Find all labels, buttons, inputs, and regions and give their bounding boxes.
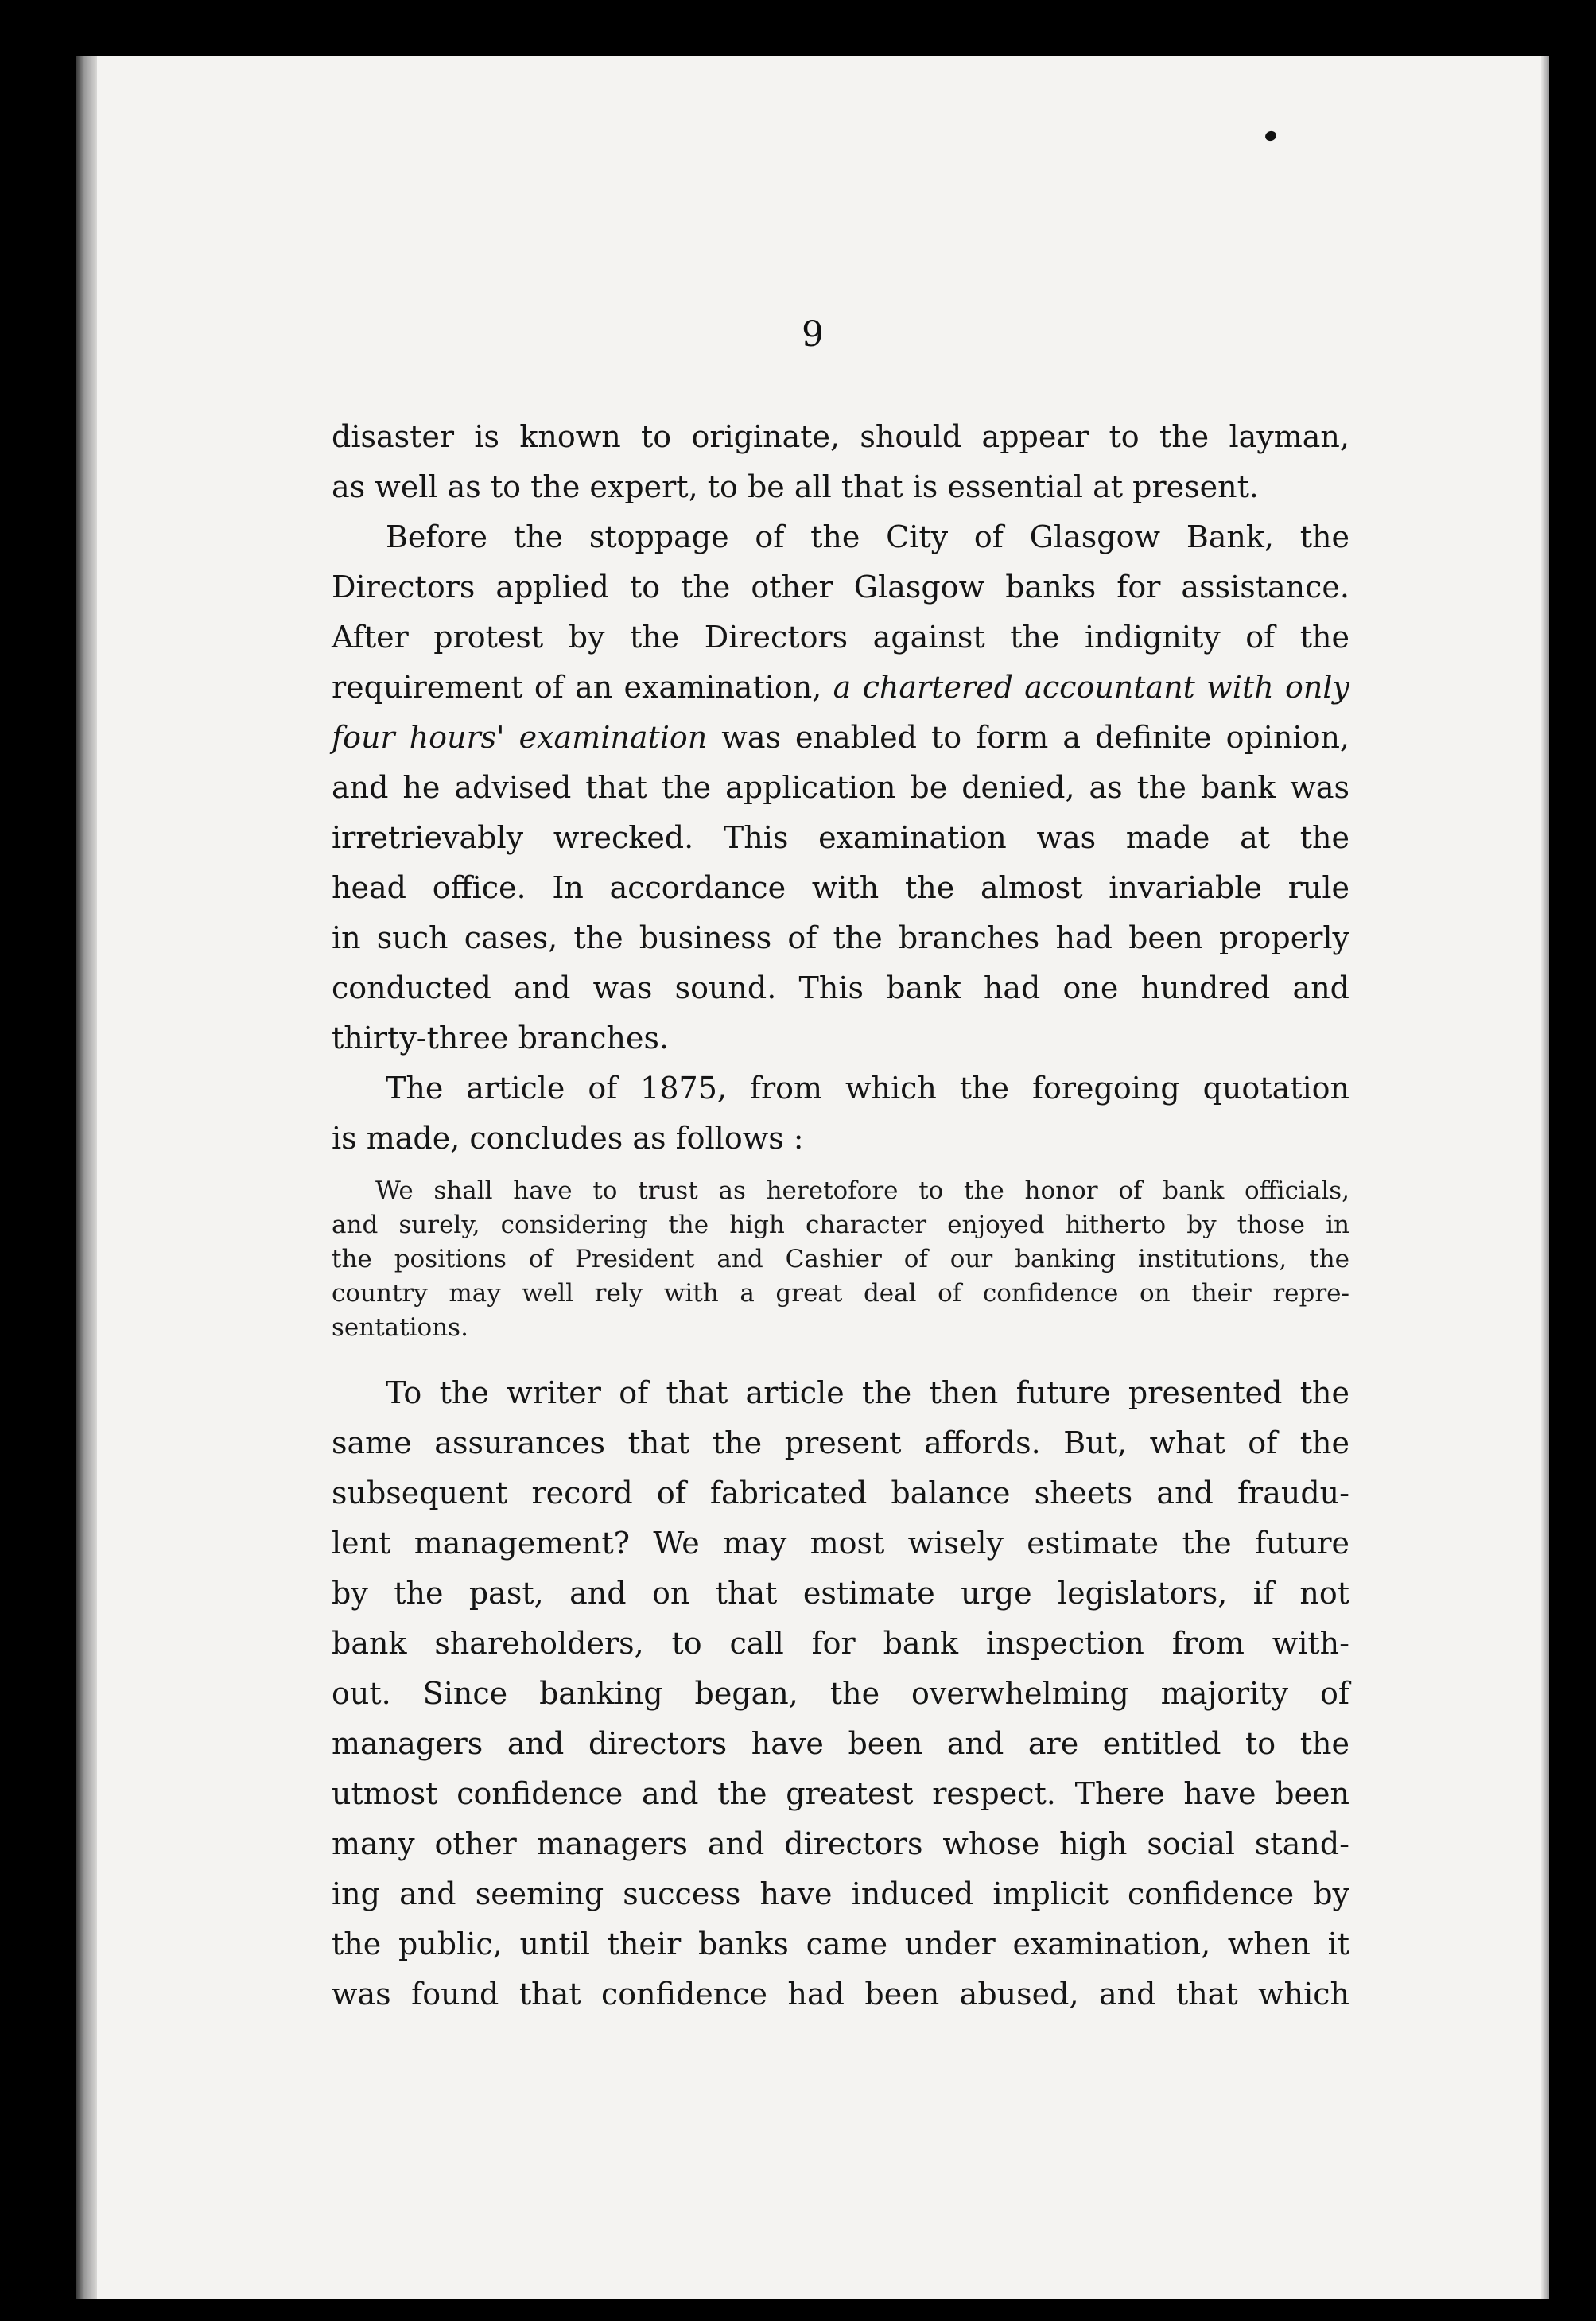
text-line: To the writer of that article the then future presented the: [386, 1375, 1349, 1410]
text-line: thirty-three branches.: [332, 1021, 670, 1056]
scanned-page: [76, 56, 1549, 2299]
text-line-mixed: [332, 713, 1349, 763]
text-line: out. Since banking began, the overwhelming majority of: [332, 1676, 1349, 1711]
text-line: After protest by the Directors against the indignity of the: [332, 620, 1349, 655]
italic-fragment: four hours' examination: [332, 720, 708, 755]
italic-fragment: a chartered accountant with only: [833, 670, 1349, 705]
text-line: many other managers and directors whose high social stand-: [332, 1826, 1349, 1861]
text-line: head office. In accordance with the almost invariable rule: [332, 870, 1349, 905]
page-number: 9: [802, 314, 824, 355]
quote-line: the positions of President and Cashier of our banking institutions, the: [332, 1245, 1349, 1273]
text-line: in such cases, the business of the branches had been properly: [332, 920, 1349, 955]
text-line: lent management? We may most wisely estimate the future: [332, 1526, 1349, 1561]
text-line: is made, concludes as follows :: [332, 1121, 804, 1156]
text-line: and he advised that the application be denied, as the bank was: [332, 770, 1349, 805]
text-line: bank shareholders, to call for bank inspection from with-: [332, 1626, 1349, 1661]
text-line-mixed: [332, 663, 1349, 713]
body-text-upper: [332, 412, 1349, 1164]
text-line: The article of 1875, from which the foregoing quotation: [386, 1071, 1349, 1106]
block-quote: [332, 1174, 1349, 1345]
ink-speck: [1264, 130, 1277, 142]
quote-line: We shall have to trust as heretofore to the honor of bank officials,: [375, 1176, 1349, 1205]
text-line: same assurances that the present affords. But, what of the: [332, 1425, 1349, 1460]
text-line: Before the stoppage of the City of Glasgow Bank, the: [386, 519, 1349, 554]
text-line: irretrievably wrecked. This examination was made at the: [332, 820, 1349, 855]
text-fragment: requirement of an examination,: [332, 670, 833, 705]
text-fragment: was enabled to form a definite opinion,: [707, 720, 1349, 755]
page-right-edge: [1541, 56, 1549, 2299]
body-text-lower: [332, 1368, 1349, 2020]
quote-line: country may well rely with a great deal of confidence on their repre-: [332, 1279, 1349, 1308]
quote-line: sentations.: [332, 1313, 468, 1342]
text-line: the public, until their banks came under examination, when it: [332, 1926, 1349, 1961]
text-line: conducted and was sound. This bank had one hundred and: [332, 970, 1349, 1005]
text-line: by the past, and on that estimate urge legislators, if not: [332, 1576, 1349, 1611]
text-line: Directors applied to the other Glasgow banks for assistance.: [332, 570, 1349, 605]
text-line: utmost confidence and the greatest respect. There have been: [332, 1776, 1349, 1811]
text-line: managers and directors have been and are entitled to the: [332, 1726, 1349, 1761]
page-binding-edge: [76, 56, 97, 2299]
text-line: subsequent record of fabricated balance sheets and fraudu-: [332, 1475, 1349, 1510]
text-line: disaster is known to originate, should appear to the layman,: [332, 419, 1349, 454]
text-line: was found that confidence had been abused, and that which: [332, 1977, 1349, 2012]
quote-line: and surely, considering the high character enjoyed hitherto by those in: [332, 1211, 1349, 1239]
text-line: ing and seeming success have induced implicit confidence by: [332, 1876, 1349, 1911]
text-line: as well as to the expert, to be all that is essential at present.: [332, 469, 1259, 504]
